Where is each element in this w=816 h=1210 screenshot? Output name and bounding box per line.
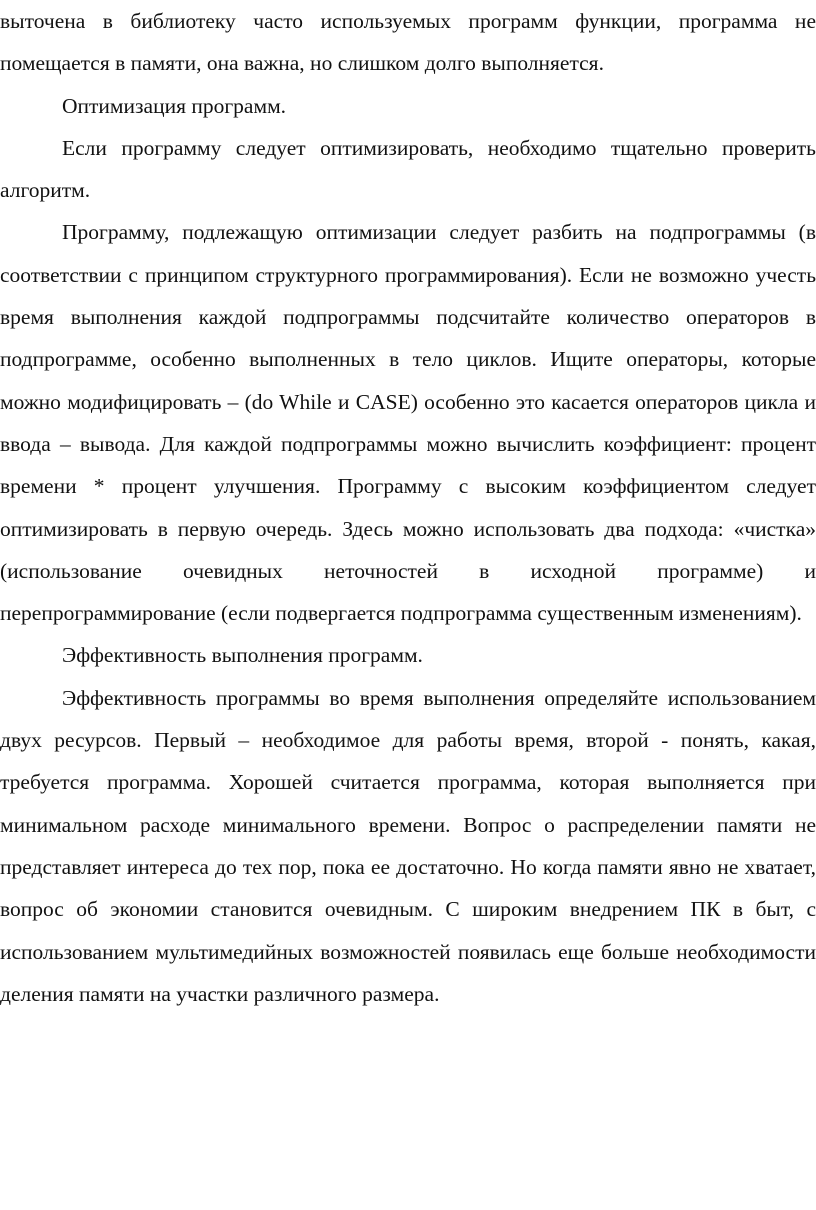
paragraph-efficiency: Эффективность программы во время выполнения определяйте использованием двух ресурсов. Первый – необходимое для работы время, второй - понять, какая, требуется программа. Хорошей считается программа, которая выполняется при минимальном расходе минимального времени. Вопрос о распределении памяти не представляет интереса до тех пор, пока ее достаточно. Но когда памяти явно не хватает, вопрос об экономии становится очевидным. С широким внедрением ПК в быт, с использованием мультимедийных возможностей появилась еще больше необходимости деления памяти на участки различного размера. — [0, 685, 816, 1006]
paragraph-algorithm-check: Если программу следует оптимизировать, необходимо тщательно проверить алгоритм. — [0, 135, 816, 203]
paragraph-subprograms: Программу, подлежащую оптимизации следует разбить на подпрограммы (в соответствии с принципом структурного программирования). Если не возможно учесть время выполнения каждой подпрограммы подсчитайте количество операторов в подпрограмме, особенно выполненных в тело циклов. Ищите операторы, которые можно модифицировать – (do While и CASE) особенно это касается операторов цикла и ввода – вывода. Для каждой подпрограммы можно вычислить коэффициент: процент времени * процент улучшения. Программу с высоким коэффициентом следует оптимизировать в первую очередь. Здесь можно использовать два подхода: «чистка» (использование очевидных неточностей в исходной программе) и перепрограммирование (если подвергается подпрограмма существенным изменениям). — [0, 220, 816, 626]
section-heading-efficiency: Эффективность выполнения программ. — [62, 643, 423, 668]
paragraph-continuation: выточена в библиотеку часто используемых программ функции, программа не помещается в памяти, она важна, но слишком долго выполняется. — [0, 9, 816, 76]
section-heading-optimization: Оптимизация программ. — [62, 93, 287, 118]
